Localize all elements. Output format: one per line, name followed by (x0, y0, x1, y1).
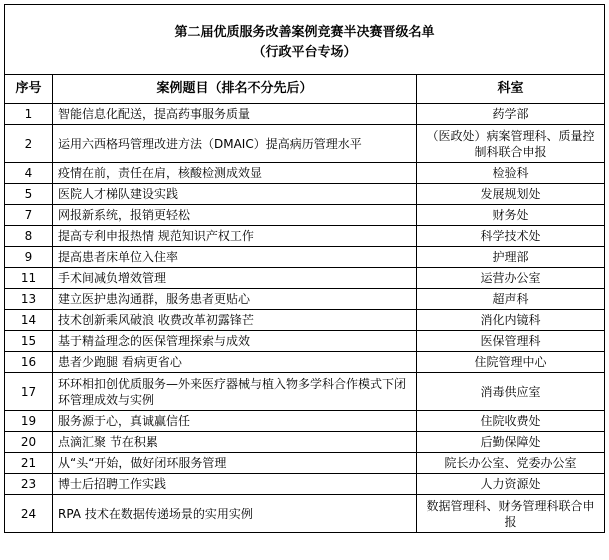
row-number: 13 (5, 289, 53, 310)
table-row (5, 226, 605, 247)
case-title: 服务源于心，真诚赢信任 (53, 411, 417, 432)
table-row (5, 268, 605, 289)
department: （医政处）病案管理科、质量控制科联合申报 (417, 125, 605, 163)
row-number: 21 (5, 453, 53, 474)
department: 护理部 (417, 247, 605, 268)
table-row (5, 432, 605, 453)
table-row (5, 289, 605, 310)
table-row (5, 495, 605, 533)
department: 财务处 (417, 205, 605, 226)
table-row (5, 453, 605, 474)
table-row (5, 205, 605, 226)
row-number: 1 (5, 104, 53, 125)
case-title: 建立医护患沟通群，服务患者更贴心 (53, 289, 417, 310)
row-number: 17 (5, 373, 53, 411)
title-cell (5, 5, 605, 75)
department: 住院收费处 (417, 411, 605, 432)
page-subtitle: （行政平台专场） (252, 44, 357, 60)
department: 超声科 (417, 289, 605, 310)
department: 消毒供应室 (417, 373, 605, 411)
results-sheet (4, 4, 604, 533)
department: 医保管理科 (417, 331, 605, 352)
department: 院长办公室、党委办公室 (417, 453, 605, 474)
table-row (5, 352, 605, 373)
case-title: 博士后招聘工作实践 (53, 474, 417, 495)
table-row (5, 373, 605, 411)
department: 发展规划处 (417, 184, 605, 205)
row-number: 19 (5, 411, 53, 432)
case-title: 技术创新乘风破浪 收费改革初露锋芒 (53, 310, 417, 331)
table-row (5, 104, 605, 125)
table-row (5, 247, 605, 268)
row-number: 16 (5, 352, 53, 373)
case-title: 网报新系统，报销更轻松 (53, 205, 417, 226)
table-row (5, 331, 605, 352)
department: 住院管理中心 (417, 352, 605, 373)
department: 后勤保障处 (417, 432, 605, 453)
header-no: 序号 (5, 75, 53, 104)
case-title: 提高患者床单位入住率 (53, 247, 417, 268)
table-row (5, 163, 605, 184)
table-row (5, 125, 605, 163)
case-title: 点滴汇聚 节在积累 (53, 432, 417, 453)
case-title: 环环相扣创优质服务—外来医疗器械与植入物多学科合作模式下闭环管理成效与实例 (53, 373, 417, 411)
row-number: 24 (5, 495, 53, 533)
header-dept: 科室 (417, 75, 605, 104)
table-row (5, 474, 605, 495)
case-title: 从“头“开始，做好闭环服务管理 (53, 453, 417, 474)
row-number: 20 (5, 432, 53, 453)
department: 检验科 (417, 163, 605, 184)
department: 人力资源处 (417, 474, 605, 495)
department: 药学部 (417, 104, 605, 125)
row-number: 14 (5, 310, 53, 331)
row-number: 23 (5, 474, 53, 495)
case-title: 运用六西格玛管理改进方法（DMAIC）提高病历管理水平 (53, 125, 417, 163)
case-title: 疫情在前，责任在肩，核酸检测成效显 (53, 163, 417, 184)
case-title: 智能信息化配送，提高药事服务质量 (53, 104, 417, 125)
department: 科学技术处 (417, 226, 605, 247)
header-case-title: 案例题目（排名不分先后） (53, 75, 417, 104)
row-number: 4 (5, 163, 53, 184)
case-title: 医院人才梯队建设实践 (53, 184, 417, 205)
row-number: 8 (5, 226, 53, 247)
department: 消化内镜科 (417, 310, 605, 331)
case-title: RPA 技术在数据传递场景的实用实例 (53, 495, 417, 533)
row-number: 7 (5, 205, 53, 226)
table-row (5, 184, 605, 205)
case-title: 提高专利申报热情 规范知识产权工作 (53, 226, 417, 247)
department: 运营办公室 (417, 268, 605, 289)
row-number: 9 (5, 247, 53, 268)
row-number: 15 (5, 331, 53, 352)
case-title: 患者少跑腿 看病更省心 (53, 352, 417, 373)
case-title: 基于精益理念的医保管理探索与成效 (53, 331, 417, 352)
row-number: 2 (5, 125, 53, 163)
department: 数据管理科、财务管理科联合申报 (417, 495, 605, 533)
finalist-table (4, 4, 605, 533)
row-number: 11 (5, 268, 53, 289)
case-title: 手术间减负增效管理 (53, 268, 417, 289)
table-row (5, 411, 605, 432)
table-row (5, 310, 605, 331)
row-number: 5 (5, 184, 53, 205)
page-title: 第二届优质服务改善案例竞赛半决赛晋级名单 (174, 24, 435, 40)
